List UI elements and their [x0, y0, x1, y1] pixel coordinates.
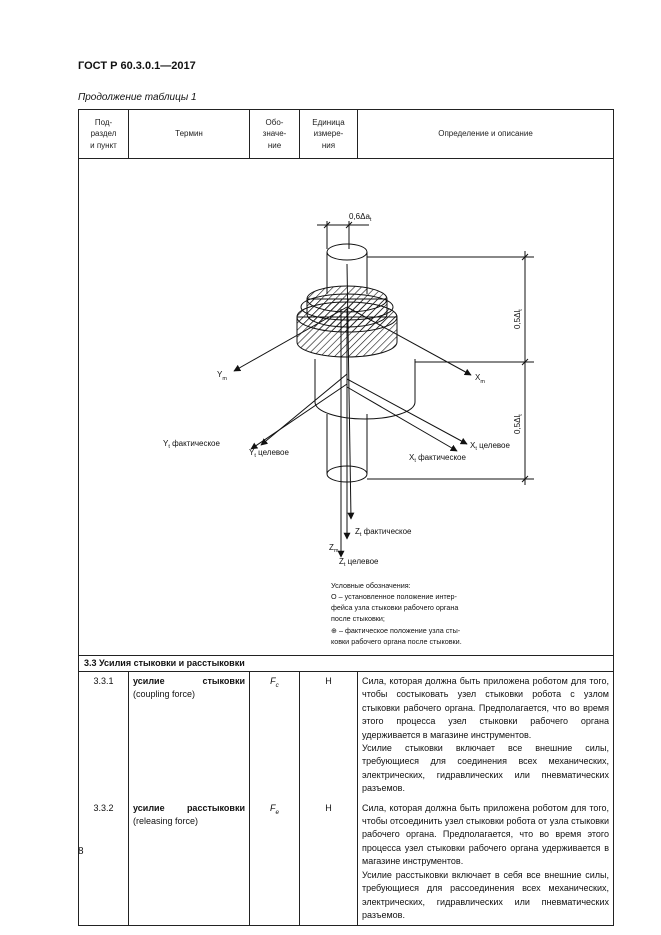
- legend-line: Условные обозначения:: [331, 581, 411, 590]
- term-word: усилие: [133, 676, 165, 686]
- row-number: 3.3.2: [79, 799, 129, 926]
- xm-label: $X_m$: [475, 373, 485, 385]
- col-header-unit: Единица измере- ния: [300, 110, 358, 158]
- dim-right-1-label: $0,5\Delta l_t$: [513, 309, 524, 329]
- unit-cell: Н: [300, 799, 358, 926]
- zt-target-label: $Z_t$ целевое: [339, 557, 379, 568]
- definition-paragraph: Сила, которая должна быть приложена роботом для того, чтобы состыковать узел стыковки робота с узлом стыковки рабочего органа. Предполагается, что во время этого процесса узел стыковки рабочего органа удерживается в магазине инструментов.: [362, 676, 609, 740]
- legend-line: O – установленное положение интер-: [331, 592, 457, 602]
- col-header-term: Термин: [129, 110, 250, 158]
- definition-cell: [358, 672, 613, 799]
- definition-paragraph: Усилие стыковки включает все внешние силы, требующиеся для соединения всех механических, электрических, гидравлических или пневматических разъемов.: [362, 743, 609, 794]
- table-continuation-caption: Продолжение таблицы 1: [78, 92, 197, 103]
- legend-line: ⊕ – фактическое положение узла сты-: [331, 625, 461, 635]
- dim-right-2-label: $0,5\Delta l_t$: [513, 414, 524, 434]
- ym-label: $Y_m$: [217, 370, 227, 382]
- col-header-definition: Определение и описание: [438, 129, 533, 139]
- page-number: 8: [78, 846, 84, 857]
- figure-legend: [331, 580, 506, 647]
- docking-diagram: [79, 159, 613, 656]
- term-word: расстыковки: [186, 802, 245, 813]
- legend-line: после стыковки;: [331, 614, 385, 624]
- term-word: усилие: [133, 802, 165, 813]
- table-header-row: [79, 110, 613, 159]
- legend-line: ковки рабочего органа после стыковки.: [331, 636, 462, 646]
- yt-fact-label: $Y_t$ фактическое: [163, 439, 220, 450]
- xt-target-label: $X_t$ целевое: [470, 441, 510, 452]
- section-heading: 3.3 Усилия стыковки и расстыковки: [79, 656, 613, 672]
- definition-cell: [358, 799, 613, 926]
- unit-cell: Н: [300, 672, 358, 799]
- term-cell: [129, 799, 250, 926]
- dim-top-label: $0,6\Delta a_t$: [349, 212, 372, 223]
- yt-fact-axis: [261, 374, 347, 445]
- definition-paragraph: Сила, которая должна быть приложена роботом для того, чтобы отсоединить узел стыковки робота от узла стыковки рабочего органа. Предполагается, что во время этого процесса узел стыковки рабочего органа удерживается в магазине инструментов.: [362, 802, 609, 867]
- xt-fact-label: $X_t$ фактическое: [409, 453, 466, 464]
- terms-table: [78, 109, 614, 926]
- row-number: 3.3.1: [79, 672, 129, 799]
- yt-target-label: $Y_t$ целевое: [249, 448, 289, 459]
- definition-paragraph: Усилие расстыковки включает в себя все внешние силы, требующиеся для рассоединения всех механических, электрических, гидравлических или пневматических разъемов.: [362, 869, 609, 920]
- zt-fact-label: $Z_t$ фактическое: [355, 527, 412, 538]
- term-word: стыковки: [202, 676, 245, 686]
- yt-target-axis: [251, 384, 347, 449]
- table-row: [79, 799, 613, 926]
- shaft-top-ellipse: [327, 244, 367, 260]
- zm-label: $Z_m$: [329, 543, 339, 554]
- cyl-bottom: [315, 402, 415, 419]
- symbol-cell: $F_c$: [250, 672, 300, 799]
- col-header-subsection: Под- раздел и пункт: [79, 110, 129, 158]
- col-header-symbol: Обо- значе- ние: [250, 110, 300, 158]
- term-english: (releasing force): [133, 816, 199, 827]
- legend-line: фейса узла стыковки рабочего органа: [331, 603, 459, 613]
- document-code: ГОСТ Р 60.3.0.1—2017: [78, 60, 196, 72]
- term-cell: [129, 672, 250, 799]
- symbol-cell: $F_e$: [250, 799, 300, 926]
- xt-target-axis: [347, 379, 467, 444]
- table-row: [79, 672, 613, 799]
- term-english: (coupling force): [133, 689, 196, 700]
